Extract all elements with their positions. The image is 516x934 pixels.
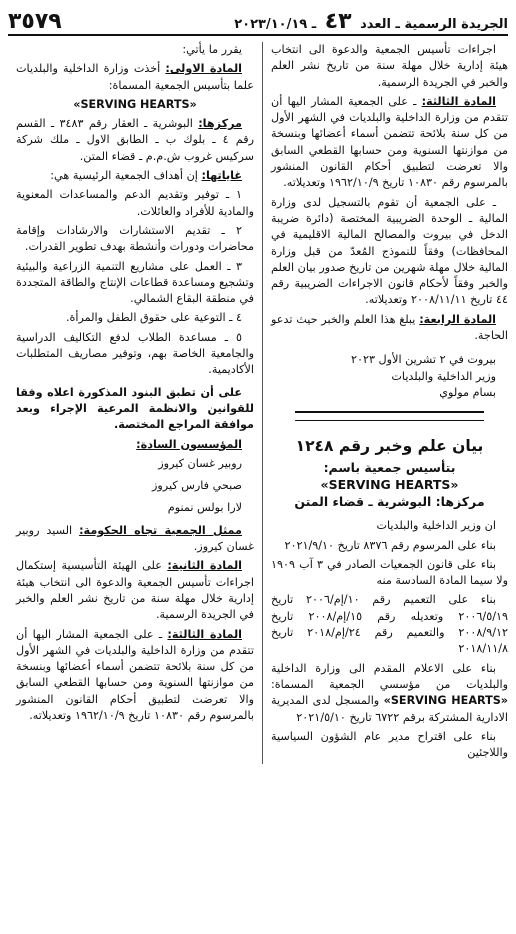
basis-item: بناء على المرسوم رقم ٨٣٧٦ تاريخ ٢٠٢١/٩/١٠ (284, 538, 496, 552)
article-label: المادة الثالثة: (421, 94, 497, 108)
notice-subtitle: بتأسيس جمعية باسم: (323, 460, 456, 476)
basis-item (271, 661, 508, 726)
article-label: المادة الاولى: (165, 62, 242, 76)
notice-association-name: «SERVING HEARTS» (320, 477, 459, 493)
headquarters (16, 116, 254, 165)
gazette-name: الجريدة الرسمية ـ العدد (360, 17, 508, 32)
compliance-clause: على أن تطبق البنود المذكورة اعلاه وفقا للقوانين والانظمة المرعية الإجراء وبعد موافقة المراجع المختصة. (16, 385, 254, 432)
section-divider (295, 411, 484, 421)
article-text: ـ على الجمعية المشار اليها أن تتقدم من وزارة الداخلية والبلديات في الشهر الأول من كل سنة بلائحة تتضمن أسماء أعضائها وبنسخة من موازنتها السنوية ومن حسابها القطعي السابق والا تعرضت لتطبيق أحكام القانون المنشور بالمرسوم رقم ١٠٨٣٠ تاريخ ١٩٦٢/١٠/٩ وتعديلاته. (16, 627, 254, 722)
founder-name: لارا بولس نمنوم (167, 501, 242, 515)
notice-headquarters: مركزها: البوشرية ـ قضاء المتن (294, 494, 485, 510)
tax-paragraph: ـ على الجمعية أن تقوم بالتسجيل لدى وزارة المالية ـ الوحدة الضريبية المختصة (دائرة ضريبة الدخل في بيروت والمصالح المالية الاقليمية في المحافظات) وفقاً للنموذج المُعدّ من قبل وزارة المالية خلال مهلة شهرين من تاريخ صدور بيان العلم والخبر وفقاً لأحكام قانون الاجراءات الضريبية رقم ٤٤ تاريخ ٢٠٠٨/١١/١١ وتعديلاته. (271, 195, 508, 307)
article-text: ـ على الجمعية المشار اليها أن تتقدم من وزارة الداخلية والبلديات في الشهر الأول من كل سنة بلائحة تتضمن أسماء أعضائها وبنسخة من موازنتها السنوية ومن حسابها القطعي السابق والا تعرضت لتطبيق أحكام القانون المنشور بالمرسوم رقم ١٠٨٣٠ تاريخ ١٩٦٢/١٠/٩ وتعديلاته. (271, 94, 508, 190)
founder-name: روبير غسان كيروز (158, 456, 242, 470)
founders-label: المؤسسون السادة: (136, 437, 242, 451)
minister-line: ان وزير الداخلية والبلديات (376, 519, 496, 533)
gazette-title (234, 9, 508, 34)
issue-number: ٤٣ (324, 9, 352, 34)
goal-item: ١ ـ توفير وتقديم الدعم والمساعدات المعنوية والمادية للأفراد والعائلات. (16, 188, 254, 218)
goals-intro: إن أهداف الجمعية الرئيسية هي: (50, 169, 198, 183)
article-one (16, 61, 254, 94)
goals-heading (16, 168, 254, 184)
basis-association-name: «SERVING HEARTS» (383, 694, 509, 708)
page-header (8, 6, 508, 36)
signature-block (271, 352, 508, 401)
signature-date: بيروت في ٢ تشرين الأول ٢٠٢٣ (350, 353, 496, 367)
goal-item: ٥ ـ مساعدة الطلاب لدفع التكاليف الدراسية والجامعية الخاصة بهم، وتوفير مصاريف المتطلبات الأكاديمية. (16, 330, 254, 377)
right-column (262, 42, 508, 764)
basis-text: والمسجل لدى المديرية الادارية المشتركة برقم ٦٧٢٢ تاريخ ٢٠٢١/٥/١٠ (271, 694, 508, 724)
representative-label: ممثل الجمعية تجاه الحكومة: (79, 523, 242, 537)
goals-label: غاياتها: (201, 169, 242, 183)
founders-list (16, 456, 254, 517)
basis-text: بناء على الاعلام المقدم الى وزارة الداخلية والبلديات من مؤسسي الجمعية المسماة: (271, 661, 508, 691)
article-four (271, 312, 508, 345)
notice-title: بيان علم وخبر رقم ١٢٤٨ (295, 437, 484, 456)
article-text: يبلغ هذا العلم والخبر حيث تدعو الحاجة. (271, 312, 508, 343)
goal-item: ٣ ـ العمل على مشاريع التنمية الزراعية والبيئية وتشجيع ومساعدة قطاعات الإنتاج والطاقة المتجددة في منطقة البقاع الشمالي. (16, 259, 254, 306)
basis-item: بناء على اقتراح مدير عام الشؤون السياسية واللاجئين (271, 729, 508, 760)
article-label: المادة الثانية: (167, 559, 242, 573)
article-two (16, 558, 254, 623)
content-columns (8, 42, 508, 764)
founder-name: صبحي فارس كيروز (151, 479, 242, 493)
headquarters-text: البوشرية ـ العقار رقم ٣٤٨٣ ـ القسم رقم ٤ ـ بلوك ب ـ الطابق الاول ـ ملك شركة سركيس غروب ش.م.م ـ قضاء المتن. (16, 117, 254, 163)
page-number: ٣٥٧٩ (8, 9, 62, 34)
paragraph: اجراءات تأسيس الجمعية والدعوة الى انتخاب هيئة إدارية خلال مهلة سنة من تاريخ نشر العلم والخبر في الجريدة الرسمية. (271, 43, 508, 89)
issue-date: ـ ٢٠٢٣/١٠/١٩ (234, 17, 317, 32)
signature-title: وزير الداخلية والبلديات (391, 369, 496, 383)
basis-item: بناء على التعميم رقم ١٠/إم/٢٠٠٦ تاريخ ٢٠٠٦/٥/١٩ وتعديله رقم ١٥/إم/٢٠٠٨ تاريخ ٢٠٠٨/٩/١٢ والتعميم رقم ٢٤/إم/٢٠١٨ تاريخ ٢٠١٨/١١/٨ (271, 593, 508, 656)
article-text: على الهيئة التأسيسية إستكمال اجراءات تأسيس الجمعية والدعوة الى انتخاب هيئة إدارية خلال مهلة سنة من تاريخ نشر العلم والخبر في الجريدة الرسمية. (16, 559, 254, 622)
goal-item: ٤ ـ التوعية على حقوق الطفل والمرأة. (65, 311, 242, 325)
article-three (271, 94, 508, 192)
basis-item: بناء على قانون الجمعيات الصادر في ٣ آب ١٩٠٩ ولا سيما المادة السادسة منه (271, 557, 508, 588)
signature-name: بسام مولوي (439, 385, 496, 399)
article-label: المادة الثالثة: (167, 627, 242, 641)
article-text: أخذت وزارة الداخلية والبلديات علما بتأسيس الجمعية المسماة: (16, 62, 254, 92)
goal-item: ٢ ـ تقديم الاستشارات والارشادات وإقامة محاضرات ودورات وأنشطة بهدف تطوير القدرات. (16, 223, 254, 254)
decision-intro: يقرر ما يأتي: (182, 43, 242, 56)
article-label: المادة الرابعة: (419, 312, 496, 326)
left-column (16, 42, 262, 764)
representative-text: السيد روبير غسان كيروز. (16, 523, 254, 554)
headquarters-label: مركزها: (198, 117, 242, 131)
article-three (16, 627, 254, 725)
association-name: «SERVING HEARTS» (73, 97, 197, 111)
government-representative (16, 523, 254, 556)
